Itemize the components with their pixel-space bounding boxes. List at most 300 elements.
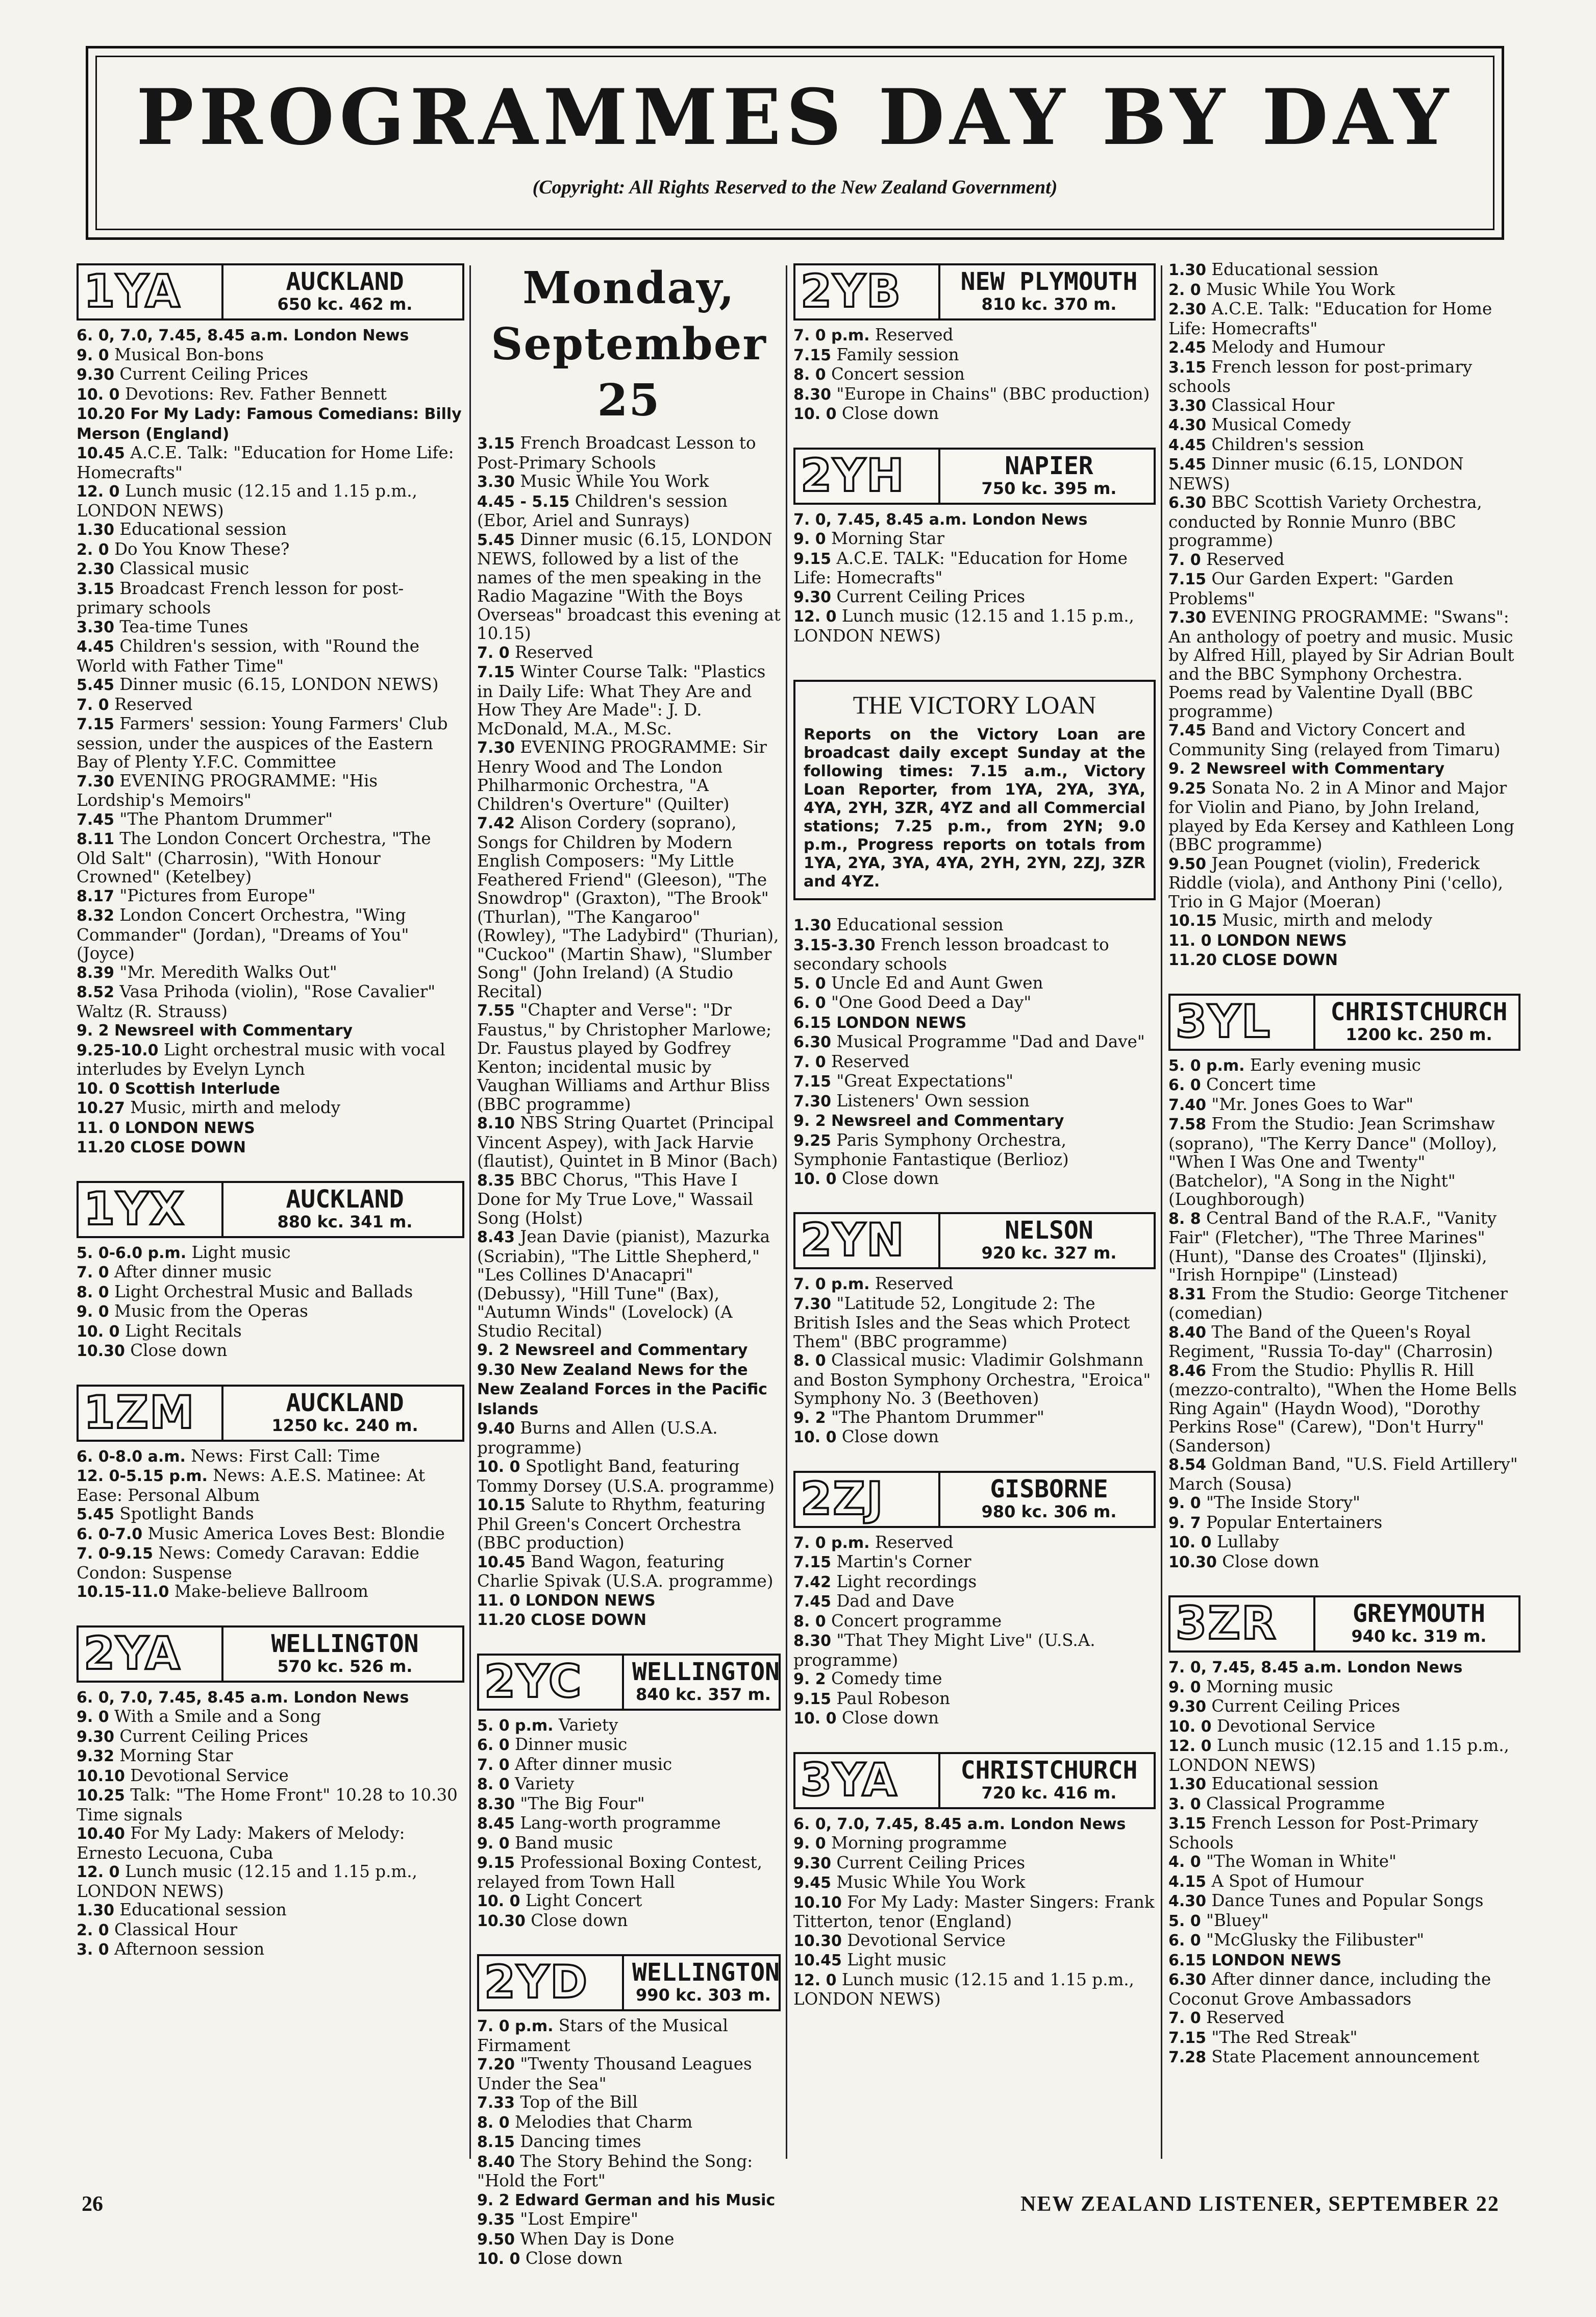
programme-entry	[77, 1322, 464, 1342]
programme-time: 8. 0	[477, 2113, 510, 2132]
programme-description: Lang-worth programme	[520, 1813, 721, 1833]
programme-description: A Spot of Humour	[1211, 1871, 1364, 1891]
programme-time: 7.30	[477, 739, 515, 757]
programme-entry	[1168, 1493, 1520, 1513]
station-header-divider	[938, 1754, 940, 1807]
programme-entry	[793, 1533, 1156, 1553]
programme-time: 12. 0	[793, 608, 837, 626]
programme-entry	[77, 404, 464, 443]
programme-time: 3. 0	[1168, 1795, 1201, 1813]
programme-time: 10.30	[793, 1932, 842, 1950]
programme-description: Early evening music	[1250, 1055, 1421, 1075]
programme-entry	[1168, 1513, 1520, 1533]
programme-time: 10. 0	[793, 1170, 837, 1188]
programme-time: 6. 0	[477, 1736, 510, 1754]
programme-time: 6.30	[793, 1033, 832, 1051]
programme-time: 3.30	[77, 618, 115, 636]
station-header-divider	[622, 1956, 624, 2009]
programme-entry	[793, 993, 1156, 1013]
programme-entry	[793, 607, 1156, 645]
programme-time: 8.46	[1168, 1362, 1207, 1380]
programme-entry	[77, 675, 464, 695]
programme-time: 5. 0	[793, 974, 826, 993]
programme-description: French lesson broadcast to secondary schools	[793, 934, 1109, 974]
programme-description: EVENING PROGRAMME: "His Lordship's Memoirs"	[77, 771, 378, 810]
programme-time: 10.27	[77, 1099, 125, 1117]
programme-time: 12. 0	[77, 1863, 120, 1881]
programme-time: 6. 0	[793, 994, 826, 1012]
programme-entry	[77, 1466, 464, 1505]
programme-entry	[1168, 1931, 1520, 1951]
programme-description: Light Concert	[525, 1891, 642, 1910]
programme-entry	[1168, 435, 1520, 455]
programme-entry	[77, 982, 464, 1021]
station-header	[793, 1212, 1156, 1269]
programme-description: Light recordings	[836, 1571, 977, 1591]
programme-entry	[1168, 1736, 1520, 1774]
programme-entry	[477, 1911, 781, 1931]
programme-entry	[77, 1263, 464, 1283]
programme-description: Dinner music (6.15, LONDON NEWS)	[119, 675, 439, 694]
programme-entry	[77, 1766, 464, 1786]
block-spacer	[793, 645, 1156, 665]
programme-entry	[1168, 931, 1520, 951]
programme-entry	[1168, 1115, 1520, 1209]
programme-time: 10.10	[793, 1893, 842, 1912]
programme-entry	[77, 1302, 464, 1322]
programme-time: 4.30	[1168, 416, 1207, 434]
programme-description: "Europe in Chains" (BBC production)	[836, 384, 1150, 404]
programme-time: 7. 0	[477, 644, 510, 662]
programme-time: 7.30	[793, 1295, 832, 1313]
programme-description: "Twenty Thousand Leagues Under the Sea"	[477, 2054, 752, 2093]
programme-description: Music from the Operas	[114, 1301, 308, 1321]
programme-description: Educational session	[1211, 260, 1379, 279]
programme-time: 9.30	[477, 1361, 515, 1379]
station-city: CHRISTCHURCH	[1330, 997, 1508, 1026]
programme-description: New Zealand News for the New Zealand Forces in the Pacific Islands	[477, 1361, 767, 1418]
programme-time: 10. 0	[77, 385, 120, 404]
programme-time: 1.30	[77, 1902, 115, 1919]
programme-entry	[1168, 1678, 1520, 1697]
programme-time: 10. 0	[77, 1322, 120, 1341]
programme-description: Close down	[841, 404, 939, 423]
programme-time: 9.15	[793, 1690, 832, 1708]
programme-time: 10. 0	[77, 1079, 120, 1098]
programme-time: 9. 0	[1168, 1678, 1201, 1696]
programme-entry	[793, 1893, 1156, 1931]
programme-entry	[77, 772, 464, 810]
programme-entry	[1168, 493, 1520, 550]
programme-entry	[1168, 1095, 1520, 1115]
programme-entry	[77, 1524, 464, 1544]
programme-description: Listeners' Own session	[836, 1091, 1030, 1111]
station-header	[77, 1625, 464, 1683]
programme-time: 10.30	[1168, 1553, 1217, 1571]
programme-description: Winter Course Talk: "Plastics in Daily Life: What They Are and How They Are Made": J. D. McDonald, M.A., M.Sc.	[477, 662, 766, 738]
programme-time: 9. 0	[1168, 1494, 1201, 1512]
programme-description: News: First Call: Time	[191, 1446, 380, 1466]
programme-time: 8. 0	[77, 1283, 109, 1301]
programme-description: Dancing times	[520, 2132, 641, 2151]
programme-entry	[477, 2093, 781, 2113]
programme-entry	[1168, 260, 1520, 280]
programme-description: Band and Victory Concert and Community Sing (relayed from Timaru)	[1168, 720, 1501, 759]
programme-entry	[477, 1552, 781, 1591]
station-call-sign: 1ZM	[84, 1386, 195, 1439]
programme-time: 9.25-10.0	[77, 1041, 159, 1059]
programme-time: 7.45	[793, 1593, 832, 1611]
programme-time: 7. 0-9.15	[77, 1545, 154, 1563]
programme-entry	[477, 2132, 781, 2152]
programme-description: Variety	[514, 1774, 575, 1793]
station-city: GREYMOUTH	[1352, 1599, 1486, 1628]
station-frequency: 920 kc. 327 m.	[981, 1243, 1117, 1263]
programme-entry	[793, 1274, 1156, 1294]
station-frequency: 990 kc. 303 m.	[636, 1985, 771, 2005]
programme-entry	[1168, 2028, 1520, 2048]
programme-time: 10.30	[77, 1342, 125, 1360]
programme-time: 9. 2	[477, 1341, 510, 1359]
block-spacer	[477, 1931, 781, 1951]
station-city: CHRISTCHURCH	[960, 1756, 1138, 1785]
programme-time: 9. 2	[1168, 760, 1201, 778]
programme-time: 9.30	[793, 588, 832, 606]
station-call-sign: 2YN	[801, 1214, 905, 1266]
programme-entry	[477, 2152, 781, 2190]
station-frequency: 750 kc. 395 m.	[981, 478, 1117, 498]
station-city: NELSON	[1005, 1216, 1093, 1245]
programme-entry	[477, 643, 781, 663]
programme-description: Melody and Humour	[1211, 337, 1385, 357]
programme-description: "That They Might Live" (U.S.A. programme)	[793, 1631, 1095, 1670]
programme-time: 3.30	[477, 473, 515, 491]
programme-entry	[1168, 779, 1520, 854]
programme-entry	[1168, 1285, 1520, 1323]
block-spacer	[793, 2009, 1156, 2029]
programme-description: "The Phantom Drummer"	[119, 809, 333, 829]
programme-time: 8.54	[1168, 1456, 1207, 1474]
programme-description: Music America Loves Best: Blondie	[147, 1523, 445, 1543]
programme-entry	[77, 326, 464, 346]
programme-description: Light music	[191, 1242, 291, 1262]
programme-time: 8. 8	[1168, 1210, 1201, 1228]
programme-time: 7. 0 p.m.	[793, 1534, 870, 1552]
programme-description: Lunch music (12.15 and 1.15 p.m., LONDON NEWS)	[793, 1969, 1134, 2009]
programme-time: 5.45	[77, 676, 115, 694]
station-frequency: 810 kc. 370 m.	[981, 294, 1117, 314]
programme-entry	[1168, 1075, 1520, 1095]
programme-time: 7. 0	[1168, 2009, 1201, 2027]
programme-entry	[1168, 721, 1520, 759]
programme-time: 10.20	[77, 405, 125, 423]
programme-description: "One Good Deed a Day"	[831, 993, 1032, 1012]
programme-time: 8.30	[793, 385, 832, 404]
programme-description: Goldman Band, "U.S. Field Artillery" March (Sousa)	[1168, 1455, 1518, 1494]
programme-time: 8.11	[77, 830, 115, 848]
programme-time: 7.15	[793, 1073, 832, 1091]
programme-entry	[793, 1351, 1156, 1408]
programme-entry	[1168, 1209, 1520, 1285]
programme-time: 6. 0, 7.0, 7.45, 8.45 a.m.	[77, 1688, 289, 1707]
programme-description: Devotional Service	[1216, 1716, 1376, 1736]
programme-entry	[793, 365, 1156, 385]
programme-time: 9. 0	[77, 1708, 109, 1726]
programme-description: BBC Scottish Variety Orchestra, conducted by Ronnie Munro (BBC programme)	[1168, 492, 1482, 550]
programme-time: 6. 0	[1168, 1076, 1201, 1094]
programme-time: 10.40	[77, 1825, 125, 1843]
programme-description: Dance Tunes and Popular Songs	[1211, 1891, 1484, 1910]
programme-time: 3.15	[1168, 1815, 1207, 1833]
programme-description: Close down	[841, 1708, 939, 1728]
station-header	[77, 1385, 464, 1442]
programme-time: 7.30	[793, 1092, 832, 1111]
station-frequency: 720 kc. 416 m.	[981, 1783, 1117, 1803]
programme-description: Lunch music (12.15 and 1.15 p.m., LONDON NEWS)	[77, 481, 417, 521]
programme-entry	[1168, 1911, 1520, 1931]
station-header	[1168, 1595, 1520, 1653]
programme-time: 10. 0	[477, 2250, 520, 2268]
programme-entry	[477, 1591, 781, 1611]
programme-entry	[793, 1131, 1156, 1169]
station-city: AUCKLAND	[286, 1185, 404, 1214]
programme-entry	[1168, 2008, 1520, 2028]
programme-description: Morning Star	[119, 1746, 233, 1765]
column-divider	[469, 265, 471, 2159]
programme-time: 6.30	[1168, 494, 1207, 512]
programme-entry	[793, 1931, 1156, 1951]
programme-time: 7. 0 p.m.	[477, 2017, 554, 2035]
programme-entry	[77, 1118, 464, 1138]
programme-entry	[1168, 1794, 1520, 1814]
programme-description: "The Big Four"	[520, 1793, 645, 1813]
programme-description: EVENING PROGRAMME: Sir Henry Wood and The London Philharmonic Orchestra, "A Children's Overture" (Quilter)	[477, 737, 767, 814]
programme-description: Close down	[1222, 1551, 1319, 1571]
programme-time: 9.32	[77, 1747, 115, 1765]
programme-entry	[77, 1243, 464, 1263]
programme-description: News: Comedy Caravan: Eddie Condon: Suspense	[77, 1543, 419, 1583]
programme-time: 3. 0	[77, 1941, 109, 1959]
station-city: WELLINGTON	[271, 1629, 419, 1658]
programme-time: 9.15	[793, 550, 832, 568]
masthead-banner	[86, 46, 1504, 240]
programme-description: Reserved	[1206, 549, 1285, 569]
programme-time: 6. 0, 7.0, 7.45, 8.45 a.m.	[793, 1815, 1006, 1833]
column-2	[477, 260, 781, 2268]
programme-entry	[77, 1707, 464, 1727]
programme-description: Lunch music (12.15 and 1.15 p.m., LONDON NEWS)	[77, 1862, 417, 1901]
programme-description: Sonata No. 2 in A Minor and Major for Violin and Piano, by John Ireland, played by Eda Kersey and Kathleen Long (BBC programme)	[1168, 778, 1514, 854]
programme-description: Variety	[558, 1715, 618, 1735]
programme-description: Band music	[514, 1833, 613, 1853]
programme-description: Talk: "The Home Front" 10.28 to 10.30 Time signals	[77, 1785, 458, 1825]
programme-description: Do You Know These?	[114, 539, 290, 559]
station-frequency: 840 kc. 357 m.	[636, 1684, 771, 1704]
programme-description: "Mr. Meredith Walks Out"	[119, 962, 337, 982]
programme-entry	[793, 510, 1156, 530]
programme-description: London News	[1010, 1815, 1126, 1833]
programme-description: LONDON NEWS	[525, 1591, 656, 1610]
programme-entry	[77, 810, 464, 830]
programme-entry	[477, 530, 781, 643]
programme-time: 8. 0	[793, 1352, 826, 1370]
programme-description: From the Studio: Jean Scrimshaw (soprano), "The Kerry Dance" (Molloy), "When I Was One and Twenty" (Batchelor), "A Song in the Night" (Loughborough)	[1168, 1114, 1498, 1209]
programme-entry	[77, 637, 464, 675]
programme-time: 7. 0 p.m.	[793, 327, 870, 344]
programme-time: 10.15	[477, 1496, 526, 1514]
programme-description: Make-believe Ballroom	[174, 1582, 368, 1601]
programme-time: 9.35	[477, 2211, 515, 2229]
programme-time: 3.15	[477, 435, 515, 453]
column-1	[77, 260, 464, 2159]
programme-description: "The Woman in White"	[1206, 1852, 1396, 1871]
programme-description: State Placement announcement	[1211, 2047, 1480, 2066]
programme-time: 8. 0	[477, 1776, 510, 1793]
programme-description: "Mr. Jones Goes to War"	[1211, 1094, 1414, 1114]
programme-entry	[477, 1755, 781, 1775]
programme-entry	[793, 1572, 1156, 1592]
programme-description: CLOSE DOWN	[531, 1611, 646, 1629]
programme-time: 7.28	[1168, 2049, 1207, 2066]
programme-description: The London Concert Orchestra, "The Old Salt" (Charrosin), "With Honour Crowned" (Ketelbey)	[77, 829, 431, 886]
programme-time: 1.30	[77, 521, 115, 539]
programme-time: 10.45	[77, 445, 125, 462]
programme-description: News: A.E.S. Matinee: At Ease: Personal Album	[77, 1466, 426, 1505]
programme-entry	[793, 1689, 1156, 1709]
programme-entry	[77, 346, 464, 365]
programme-time: 8.35	[477, 1171, 515, 1190]
programme-description: Devotions: Rev. Father Bennett	[124, 384, 387, 404]
programme-description: After dinner music	[514, 1754, 672, 1774]
programme-time: 7.30	[77, 772, 115, 791]
programme-description: Band Wagon, featuring Charlie Spivak (U.S.A. programme)	[477, 1551, 774, 1591]
programme-time: 9.25	[1168, 779, 1207, 798]
programme-entry	[477, 2113, 781, 2133]
programme-entry	[477, 1457, 781, 1495]
station-call-sign: 1YX	[84, 1182, 185, 1235]
programme-description: Current Ceiling Prices	[119, 364, 309, 384]
programme-time: 3.15	[77, 580, 115, 598]
programme-entry	[1168, 415, 1520, 435]
programme-description: Dinner music (6.15, LONDON NEWS, followed by a list of the names of the men speaking in the Radio Magazine "With the Boys Overseas" broadcast this evening at 10.15)	[477, 529, 781, 643]
programme-description: Jean Davie (pianist), Mazurka (Scriabin), "The Little Shepherd," "Les Collines D'Anacapri" (Debussy), "Hill Tune" (Bax), "Autumn Winds" (Lovelock) (A Studio Recital)	[477, 1227, 770, 1341]
programme-entry	[477, 1171, 781, 1228]
block-spacer	[77, 1361, 464, 1382]
programme-time: 8.40	[1168, 1323, 1207, 1342]
programme-time: 12. 0	[77, 483, 120, 501]
programme-description: The Story Behind the Song: "Hold the Fort"	[477, 2151, 753, 2190]
programme-time: 9.25	[793, 1131, 832, 1150]
programme-description: Classical music	[119, 559, 250, 578]
programme-time: 8.52	[77, 983, 115, 1001]
programme-entry	[477, 1610, 781, 1630]
programme-time: 6. 0	[1168, 1932, 1201, 1950]
programme-entry	[1168, 1658, 1520, 1678]
programme-description: Classical Programme	[1206, 1793, 1385, 1813]
programme-description: A.C.E. Talk: "Education for Home Life: Homecrafts"	[1168, 299, 1492, 338]
programme-entry	[1168, 1951, 1520, 1970]
block-spacer	[77, 1960, 464, 1980]
programme-entry	[477, 1891, 781, 1911]
programme-description: Newsreel with Commentary	[1206, 760, 1445, 778]
programme-description: A.C.E. TALK: "Education for Home Life: Homecrafts"	[793, 548, 1128, 587]
station-call-sign: 2YC	[484, 1655, 583, 1708]
programme-time: 7.55	[477, 1002, 515, 1020]
programme-description: Edward German and his Music	[514, 2191, 776, 2209]
programme-time: 5.45	[477, 531, 515, 549]
programme-time: 7. 0 p.m.	[793, 1275, 870, 1293]
programme-entry	[1168, 854, 1520, 911]
programme-entry	[1168, 1056, 1520, 1076]
programme-description: Concert time	[1206, 1075, 1316, 1094]
station-city: NAPIER	[1005, 451, 1093, 480]
programme-entry	[477, 434, 781, 472]
programme-description: Popular Entertainers	[1206, 1512, 1383, 1532]
programme-description: Musical Comedy	[1211, 415, 1351, 434]
programme-entry	[793, 1294, 1156, 1351]
programme-entry	[77, 1021, 464, 1041]
station-header-divider	[1313, 996, 1315, 1049]
programme-description: Musical Programme "Dad and Dave"	[836, 1032, 1145, 1051]
programme-entry	[793, 587, 1156, 607]
programme-time: 10.45	[793, 1952, 842, 1969]
programme-time: 8.32	[77, 907, 115, 925]
programme-entry	[793, 1032, 1156, 1052]
programme-entry	[1168, 1552, 1520, 1572]
programme-description: Stars of the Musical Firmament	[477, 2016, 728, 2055]
station-call-sign: 3ZR	[1176, 1597, 1277, 1649]
copyright-notice: (Copyright: All Rights Reserved to the New Zealand Government)	[532, 177, 1058, 198]
programme-time: 10.30	[477, 1912, 526, 1930]
station-header	[77, 263, 464, 321]
programme-description: EVENING PROGRAMME: "Swans": An anthology of poetry and music. Music by Alfred Hill, played by Sir Adrian Boult and the BBC Symphony Orchestra. Poems read by Valentine Dyall (BBC programme)	[1168, 607, 1514, 721]
programme-description: Close down	[841, 1168, 939, 1188]
programme-time: 9.30	[77, 366, 115, 384]
programme-time: 11. 0	[77, 1119, 120, 1137]
programme-entry	[77, 1041, 464, 1079]
programme-time: 8.17	[77, 887, 115, 905]
programme-time: 5. 0	[1168, 1912, 1201, 1930]
programme-description: Children's session, with "Round the World with Father Time"	[77, 636, 419, 676]
programme-entry	[77, 365, 464, 385]
programme-time: 9.45	[793, 1874, 832, 1892]
programme-description: London News	[1347, 1659, 1463, 1677]
programme-time: 5. 0 p.m.	[477, 1716, 554, 1735]
programme-description: Morning music	[1206, 1677, 1333, 1696]
page-title: PROGRAMMES DAY BY DAY	[136, 72, 1454, 162]
programme-time: 7.42	[477, 815, 515, 832]
station-call-sign: 2YD	[484, 1956, 588, 2008]
programme-description: Reserved	[514, 642, 593, 662]
programme-entry	[1168, 550, 1520, 570]
programme-entry	[793, 1111, 1156, 1131]
station-header	[77, 1181, 464, 1238]
programme-time: 9. 0	[477, 1834, 510, 1853]
station-header	[793, 1752, 1156, 1809]
programme-entry	[477, 1716, 781, 1736]
programme-time: 5. 0-6.0 p.m.	[77, 1244, 187, 1262]
station-call-sign: 1YA	[84, 265, 181, 317]
programme-description: CLOSE DOWN	[130, 1139, 246, 1156]
station-header	[477, 1654, 781, 1711]
programme-description: French lesson for post-primary schools	[1168, 357, 1473, 396]
programme-entry	[477, 472, 781, 492]
station-header	[793, 263, 1156, 321]
programme-entry	[793, 529, 1156, 549]
programme-description: For My Lady: Makers of Melody: Ernesto Lecuona, Cuba	[77, 1823, 405, 1863]
programme-time: 8.40	[477, 2153, 515, 2171]
block-spacer	[793, 1189, 1156, 1209]
